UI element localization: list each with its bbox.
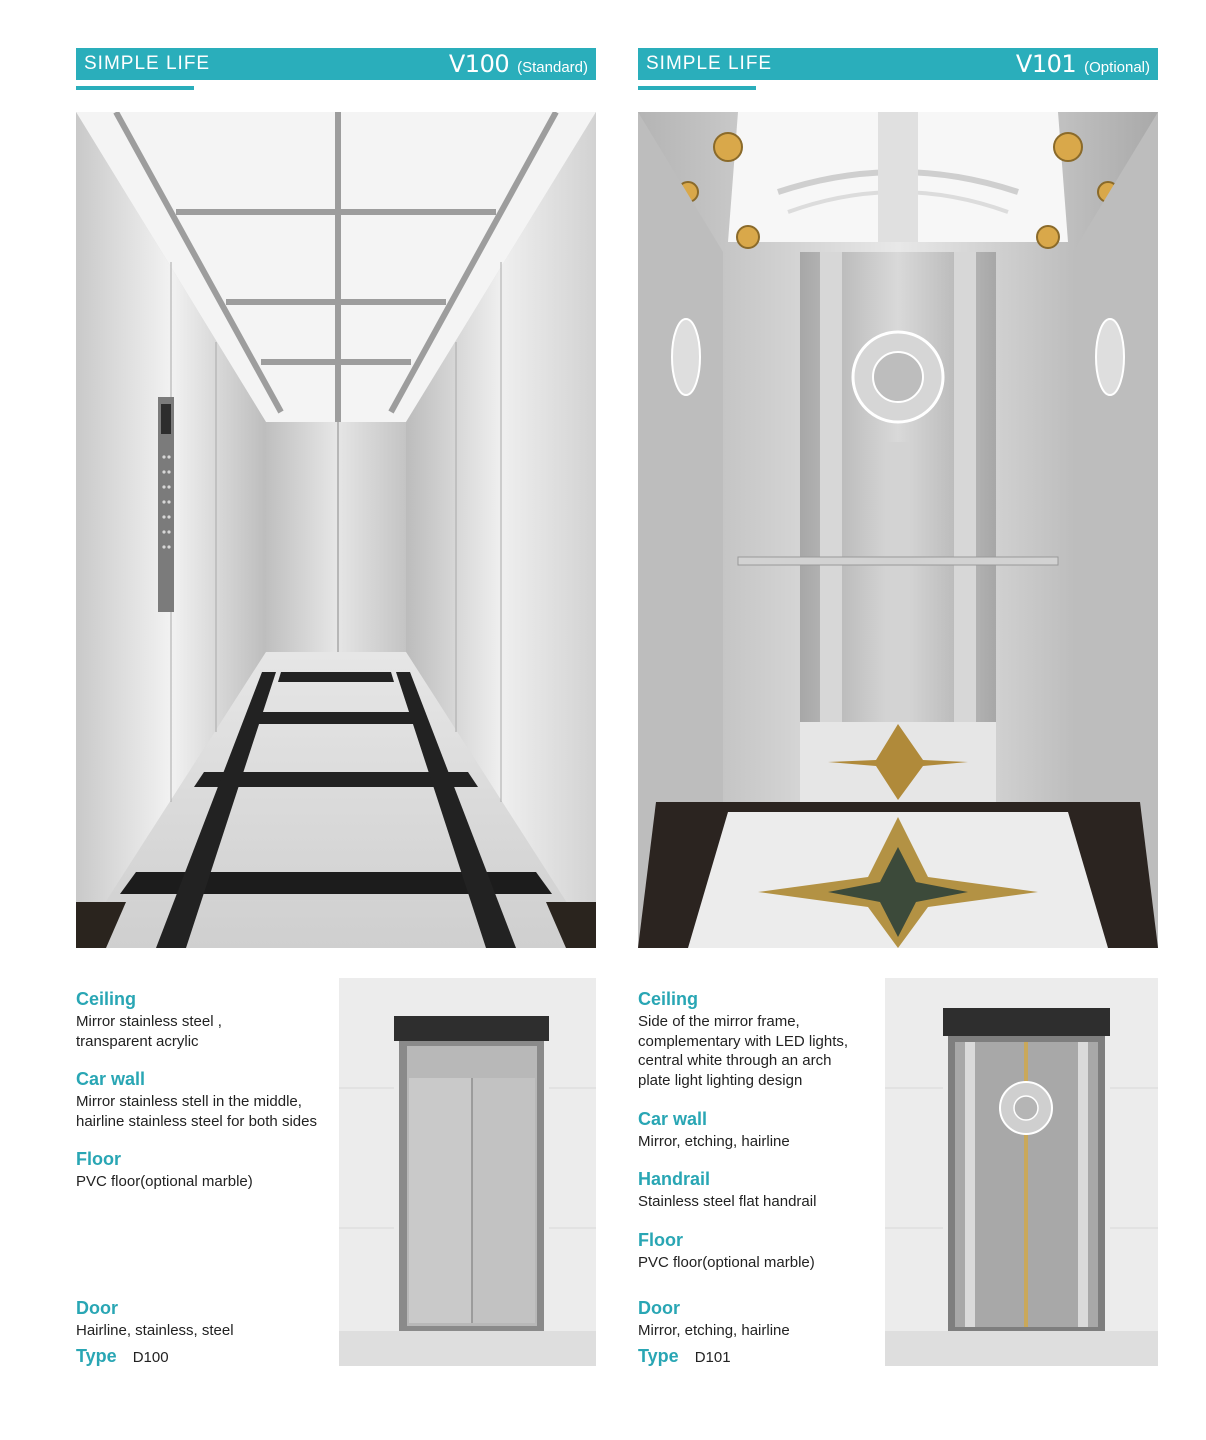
type-value: D101 xyxy=(694,1349,731,1366)
spec-text: Mirror stainless stell in the middle, hairline stainless steel for both sides xyxy=(76,1093,317,1130)
spec-floor xyxy=(638,1229,898,1273)
type-value: D100 xyxy=(132,1349,169,1366)
spec-text: PVC floor(optional marble) xyxy=(76,1173,253,1190)
spec-car-wall xyxy=(638,1108,898,1152)
spec-text: Stainless steel flat handrail xyxy=(638,1193,817,1210)
model-variant: (Standard) xyxy=(517,59,588,76)
spec-ceiling xyxy=(638,988,898,1090)
brand-label: SIMPLE LIFE xyxy=(84,53,211,74)
spec-handrail xyxy=(638,1168,898,1212)
brand-label: SIMPLE LIFE xyxy=(646,53,773,74)
cabin-photo xyxy=(76,112,596,948)
spec-heading: Handrail xyxy=(638,1169,711,1189)
cabin-illustration xyxy=(76,112,596,948)
door-photo xyxy=(339,978,596,1366)
spec-text: Hairline, stainless, steel xyxy=(76,1322,234,1339)
spec-door xyxy=(76,1297,336,1341)
door-illustration xyxy=(885,978,1158,1366)
door-illustration xyxy=(339,978,596,1366)
spec-heading: Ceiling xyxy=(76,989,137,1009)
type-row xyxy=(638,1346,731,1367)
spec-door xyxy=(638,1297,898,1341)
model-banner xyxy=(638,48,1158,80)
spec-heading: Ceiling xyxy=(638,989,699,1009)
type-row xyxy=(76,1346,169,1367)
type-label: Type xyxy=(638,1346,679,1366)
spec-heading: Door xyxy=(638,1298,680,1318)
spec-heading: Car wall xyxy=(76,1069,146,1089)
model-code: V100 xyxy=(448,50,510,78)
spec-text: PVC floor(optional marble) xyxy=(638,1254,815,1271)
spec-text: Mirror, etching, hairline xyxy=(638,1322,790,1339)
model-label xyxy=(449,50,588,78)
spec-car-wall xyxy=(76,1068,336,1131)
door-photo xyxy=(885,978,1158,1366)
spec-floor xyxy=(76,1148,336,1192)
accent-underline xyxy=(76,86,194,90)
type-label: Type xyxy=(76,1346,117,1366)
spec-heading: Floor xyxy=(638,1230,683,1250)
spec-ceiling xyxy=(76,988,336,1051)
model-label xyxy=(1016,50,1150,78)
spec-text: Mirror, etching, hairline xyxy=(638,1133,790,1150)
spec-text: Mirror stainless steel , transparent acrylic xyxy=(76,1013,222,1050)
model-banner xyxy=(76,48,596,80)
cabin-illustration xyxy=(638,112,1158,948)
accent-underline xyxy=(638,86,756,90)
spec-heading: Car wall xyxy=(638,1109,708,1129)
spec-heading: Floor xyxy=(76,1149,121,1169)
model-code: V101 xyxy=(1015,50,1077,78)
cabin-photo xyxy=(638,112,1158,948)
spec-heading: Door xyxy=(76,1298,118,1318)
model-variant: (Optional) xyxy=(1084,59,1150,76)
spec-text: Side of the mirror frame, complementary with LED lights, central white through an arch plate light lighting design xyxy=(638,1013,849,1089)
